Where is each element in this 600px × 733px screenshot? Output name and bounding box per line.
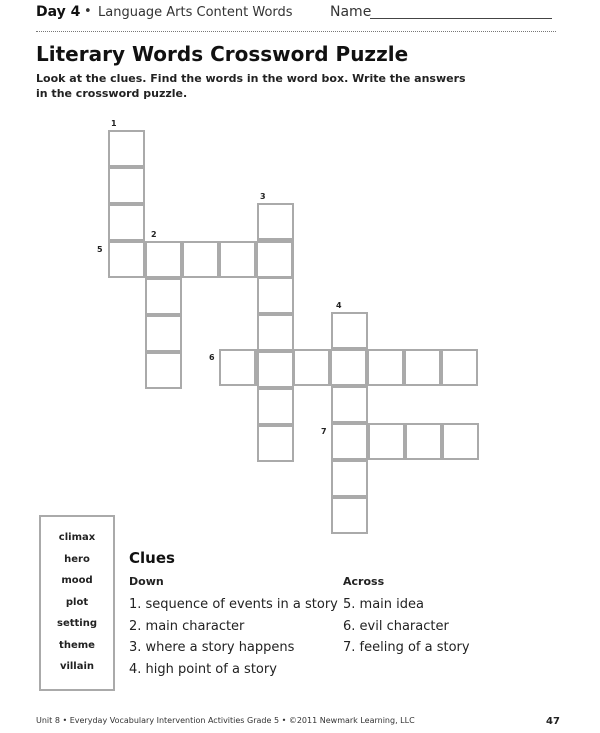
word-box-item: setting [57,618,97,629]
crossword-cell[interactable] [441,349,478,386]
crossword-cell[interactable] [108,167,145,204]
clue-number-7: 7 [321,427,327,436]
across-clue: 5. main idea [343,597,424,612]
crossword-cell[interactable] [257,425,294,462]
crossword-cell[interactable] [331,386,368,423]
down-heading: Down [129,575,164,588]
crossword-cell[interactable] [331,312,368,349]
down-clue: 2. main character [129,619,245,634]
crossword-cell[interactable] [145,315,182,352]
crossword-cell[interactable] [219,241,256,278]
crossword-cell[interactable] [442,423,479,460]
clue-number-2: 2 [151,230,157,239]
page-number: 47 [546,716,560,727]
down-clue: 3. where a story happens [129,640,295,655]
crossword-cell[interactable] [257,351,294,388]
header-subject: Language Arts Content Words [98,5,293,20]
clue-number-3: 3 [260,192,266,201]
across-clue: 7. feeling of a story [343,640,470,655]
clue-number-5: 5 [97,245,103,254]
page-title: Literary Words Crossword Puzzle [36,42,409,66]
crossword-cell[interactable] [331,460,368,497]
crossword-cell[interactable] [257,314,294,351]
word-box-item: villain [59,661,95,672]
crossword-cell[interactable] [145,241,182,278]
name-line[interactable] [370,18,552,19]
word-box-item: plot [65,597,89,608]
crossword-cell[interactable] [257,388,294,425]
name-label: Name [330,4,372,20]
instructions: Look at the clues. Find the words in the word box. Write the answers in the crossword puzzle. [36,72,466,100]
footer-text: Unit 8 • Everyday Vocabulary Intervention Activities Grade 5 • ©2011 Newmark Learning, LLC [36,716,415,725]
crossword-cell[interactable] [219,349,256,386]
word-box-item: climax [58,532,96,543]
crossword-cell[interactable] [331,497,368,534]
crossword-cell[interactable] [108,204,145,241]
crossword-cell[interactable] [331,423,368,460]
crossword-cell[interactable] [108,130,145,167]
clue-number-4: 4 [336,301,342,310]
header-bullet: • [84,4,92,19]
clue-number-6: 6 [209,353,215,362]
word-box-item: hero [64,554,90,565]
crossword-cell[interactable] [293,349,330,386]
crossword-cell[interactable] [404,349,441,386]
clues-title: Clues [129,549,175,567]
crossword-cell[interactable] [405,423,442,460]
crossword-cell[interactable] [257,203,294,240]
crossword-cell[interactable] [145,352,182,389]
across-heading: Across [343,575,385,588]
header-rule [36,31,556,32]
word-box-item: theme [59,640,95,651]
clue-number-1: 1 [111,119,117,128]
crossword-cell[interactable] [108,241,145,278]
crossword-cell[interactable] [367,349,404,386]
crossword-cell[interactable] [257,277,294,314]
crossword-cell[interactable] [145,278,182,315]
word-box-item: mood [61,575,93,586]
crossword-cell[interactable] [256,241,293,278]
crossword-cell[interactable] [182,241,219,278]
crossword-cell[interactable] [330,349,367,386]
across-clue: 6. evil character [343,619,449,634]
word-box [39,515,115,691]
crossword-cell[interactable] [368,423,405,460]
down-clue: 4. high point of a story [129,662,277,677]
header-day: Day 4 [36,4,81,20]
down-clue: 1. sequence of events in a story [129,597,338,612]
